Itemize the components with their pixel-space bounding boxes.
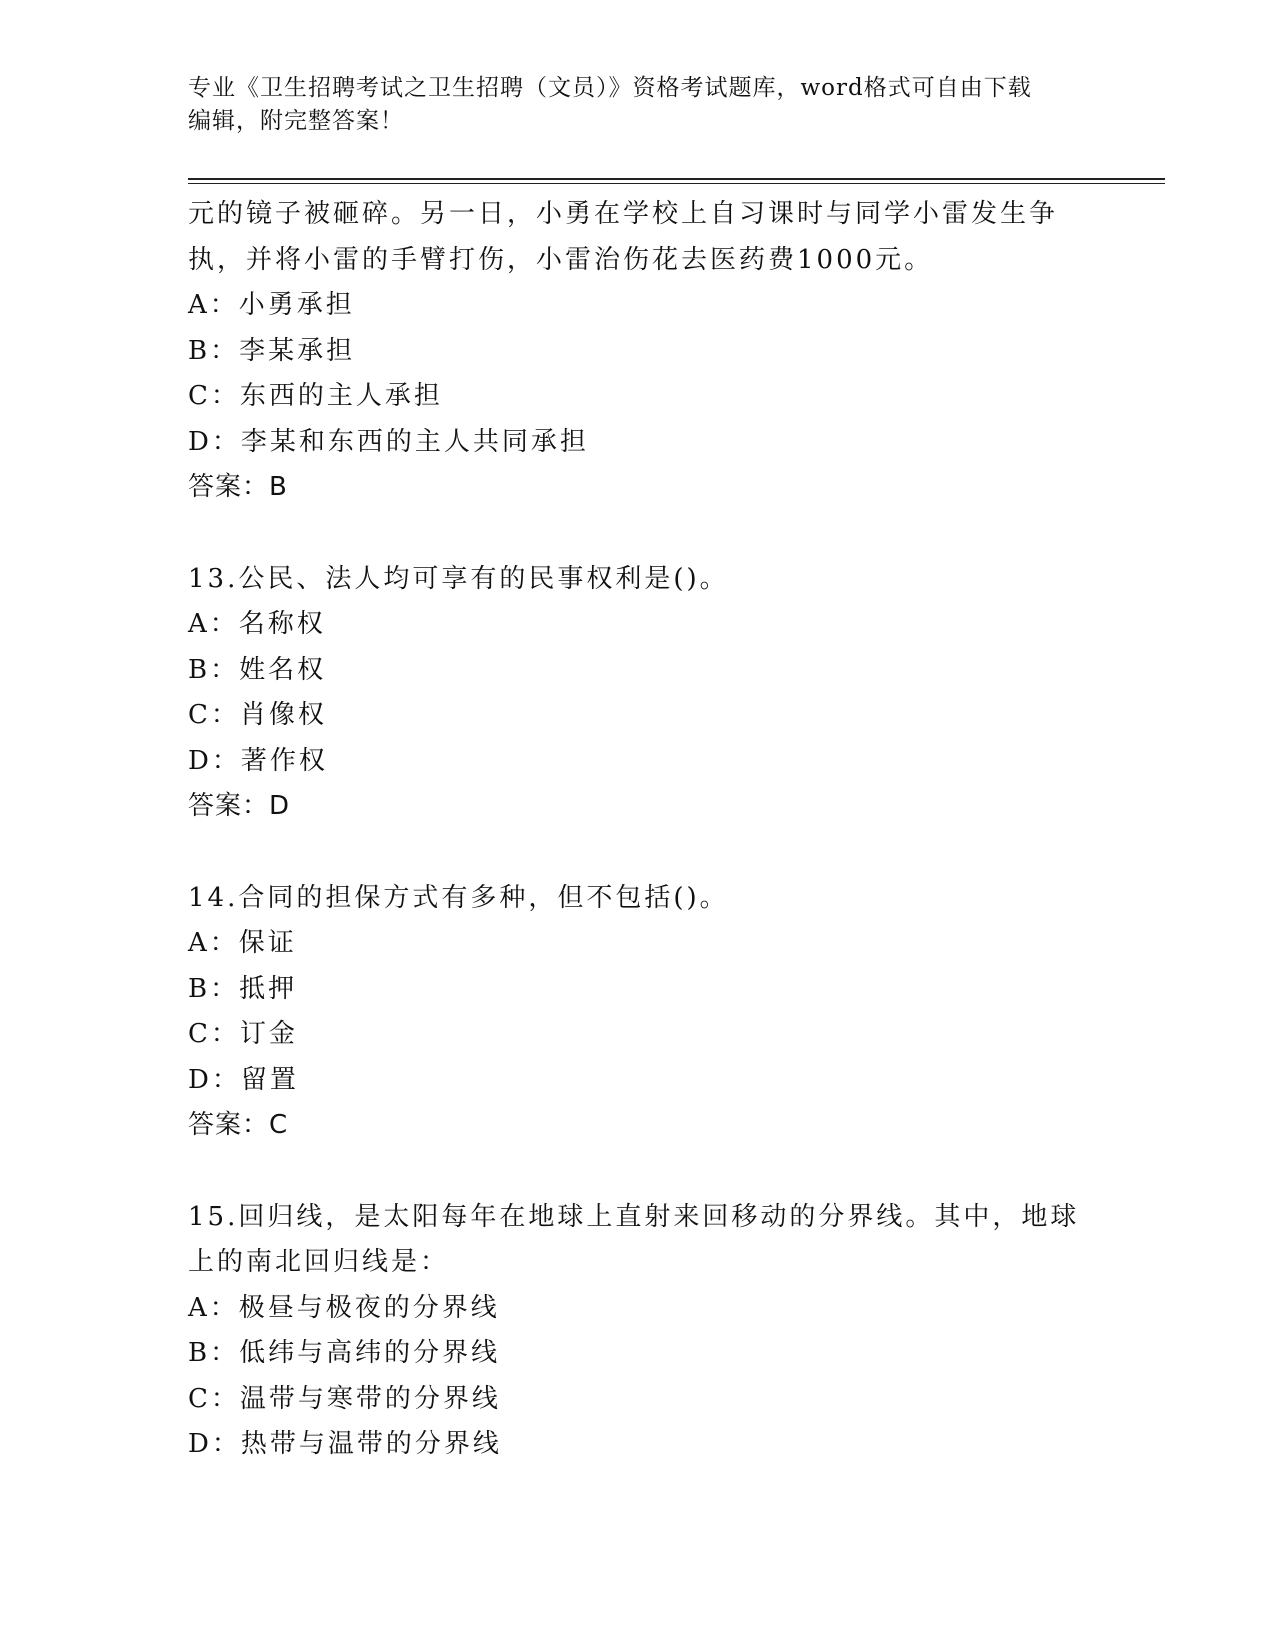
option-d: D：著作权 xyxy=(188,745,328,776)
question-14 xyxy=(188,876,1088,1149)
option-a: A：保证 xyxy=(188,928,297,958)
question-stem-line: 15.回归线，是太阳每年在地球上直射来回移动的分界线。其中，地球 xyxy=(188,1201,1080,1232)
question-stem-line: 执，并将小雷的手臂打伤，小雷治伤花去医药费1000元。 xyxy=(188,244,934,275)
option-d: D：热带与温带的分界线 xyxy=(188,1429,502,1459)
header-line-1: 专业《卫生招聘考试之卫生招聘（文员）》资格考试题库，word格式可自由下载 xyxy=(188,75,1032,101)
option-c: C：订金 xyxy=(188,1019,298,1049)
answer-line: 答案：C xyxy=(188,1110,289,1140)
option-b: B：抵押 xyxy=(188,973,298,1004)
option-b: B：姓名权 xyxy=(188,654,327,685)
option-d: D：李某和东西的主人共同承担 xyxy=(188,426,589,457)
option-d: D：留置 xyxy=(188,1064,299,1095)
header-line-2: 编辑，附完整答案！ xyxy=(188,108,404,134)
option-a: A：小勇承担 xyxy=(188,290,355,320)
option-b: B：低纬与高纬的分界线 xyxy=(188,1338,501,1368)
option-a: A：极昼与极夜的分界线 xyxy=(188,1292,500,1323)
question-gap xyxy=(188,1149,1088,1195)
question-15 xyxy=(188,1195,1088,1468)
header-rule-bottom xyxy=(188,183,1165,184)
question-stem: 14.合同的担保方式有多种，但不包括()。 xyxy=(188,882,729,913)
option-c: C：温带与寒带的分界线 xyxy=(188,1383,501,1414)
answer-line: 答案：D xyxy=(188,791,291,821)
question-12 xyxy=(188,192,1088,511)
header-rule-top xyxy=(188,178,1165,180)
question-stem-line: 上的南北回归线是： xyxy=(188,1247,450,1277)
option-b: B：李某承担 xyxy=(188,335,356,366)
option-c: C：肖像权 xyxy=(188,700,327,730)
option-a: A：名称权 xyxy=(188,609,326,639)
question-stem: 13.公民、法人均可享有的民事权利是()。 xyxy=(188,563,729,594)
question-gap xyxy=(188,830,1088,876)
question-gap xyxy=(188,511,1088,557)
option-c: C：东西的主人承担 xyxy=(188,381,443,411)
question-stem-line: 元的镜子被砸碎。另一日，小勇在学校上自习课时与同学小雷发生争 xyxy=(188,199,1059,229)
question-list xyxy=(188,192,1088,1468)
document-header xyxy=(188,72,1068,138)
question-13 xyxy=(188,557,1088,830)
answer-line: 答案：B xyxy=(188,472,288,502)
